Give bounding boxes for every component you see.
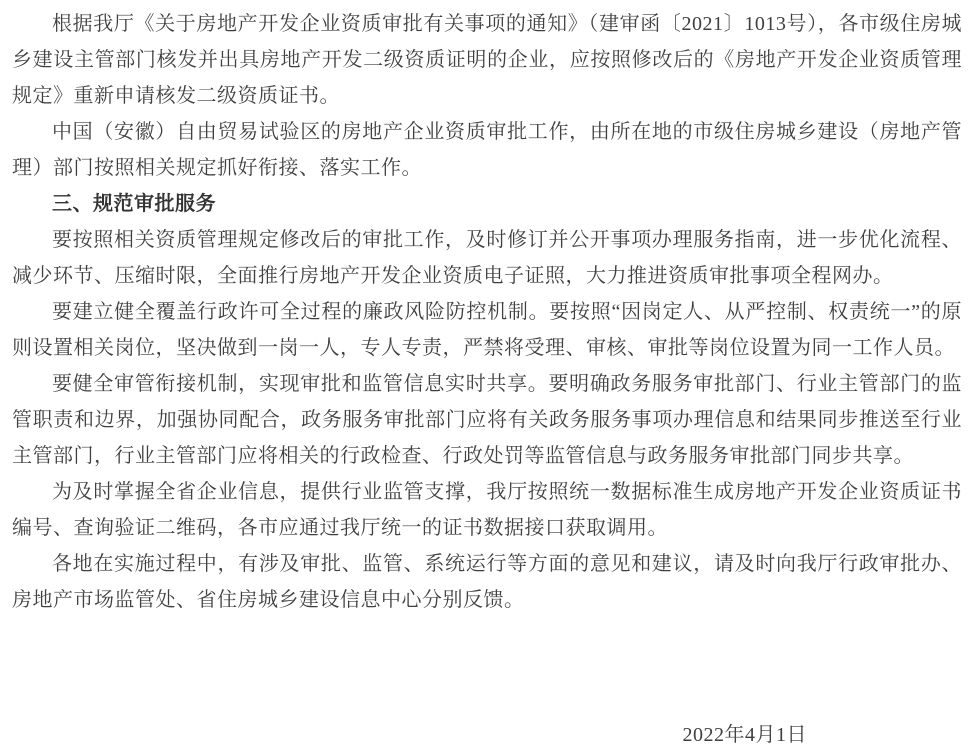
paragraph-2: 中国（安徽）自由贸易试验区的房地产企业资质审批工作，由所在地的市级住房城乡建设（房地产管理）部门按照相关规定抓好衔接、落实工作。	[12, 121, 962, 179]
paragraph-3: 要按照相关资质管理规定修改后的审批工作，及时修订并公开事项办理服务指南，进一步优化流程、减少环节、压缩时限，全面推行房地产开发企业资质电子证照，大力推进资质审批事项全程网办。	[12, 229, 962, 287]
paragraph-4: 要建立健全覆盖行政许可全过程的廉政风险防控机制。要按照“因岗定人、从严控制、权责统一”的原则设置相关岗位，坚决做到一岗一人，专人专责，严禁将受理、审核、审批等岗位设置为同一工作人员。	[12, 301, 962, 359]
document-date: 2022年4月1日	[682, 724, 807, 746]
paragraph-5: 要健全审管衔接机制，实现审批和监管信息实时共享。要明确政务服务审批部门、行业主管部门的监管职责和边界，加强协同配合，政务服务审批部门应将有关政务服务事项办理信息和结果同步推送至行业主管部门，行业主管部门应将相关的行政检查、行政处罚等监管信息与政务服务审批部门同步共享。	[12, 373, 962, 467]
section-heading: 三、规范审批服务	[52, 193, 216, 215]
paragraph-7: 各地在实施过程中，有涉及审批、监管、系统运行等方面的意见和建议，请及时向我厅行政审批办、房地产市场监管处、省住房城乡建设信息中心分别反馈。	[12, 553, 962, 611]
paragraph-1: 根据我厅《关于房地产开发企业资质审批有关事项的通知》（建审函〔2021〕1013号），各市级住房城乡建设主管部门核发并出具房地产开发二级资质证明的企业，应按照修改后的《房地产开发企业资质管理规定》重新申请核发二级资质证书。	[12, 13, 962, 107]
document-body	[12, 6, 962, 618]
paragraph-6: 为及时掌握全省企业信息，提供行业监管支撑，我厅按照统一数据标准生成房地产开发企业资质证书编号、查询验证二维码，各市应通过我厅统一的证书数据接口获取调用。	[12, 481, 962, 539]
